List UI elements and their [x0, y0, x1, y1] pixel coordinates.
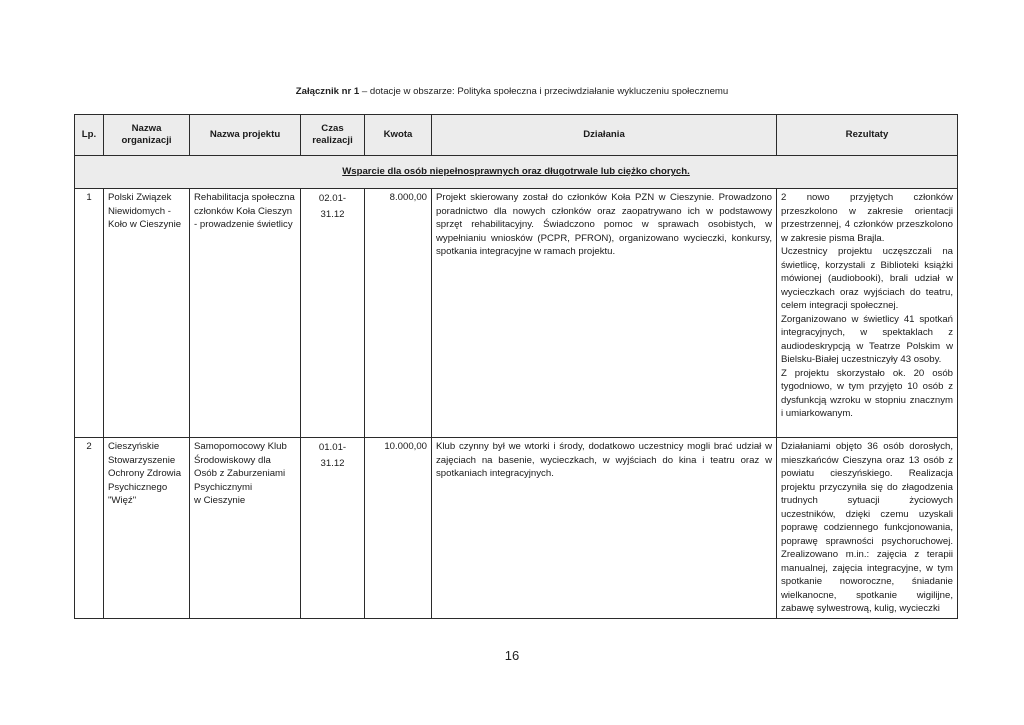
page-number: 16: [504, 648, 520, 663]
realization-time: 01.01- 31.12: [301, 438, 365, 619]
header-results: Rezultaty: [777, 115, 958, 156]
activities: Klub czynny był we wtorki i środy, dodatkowo uczestnicy mogli brać udział w zajęciach na basenie, wycieczkach, w wyjściach do kina i teatru oraz w spotkaniach integracyjnych.: [432, 438, 777, 619]
organization-name: Cieszyńskie Stowarzyszenie Ochrony Zdrowia Psychicznego "Więź": [104, 438, 190, 619]
project-name: Samopomocowy Klub Środowiskowy dla Osób z Zaburzeniami Psychicznymi w Cieszynie: [190, 438, 301, 619]
realization-time: 02.01- 31.12: [301, 189, 365, 438]
table-header-row: [75, 115, 958, 156]
grants-table: [74, 114, 958, 619]
table-row: [75, 189, 958, 438]
results: 2 nowo przyjętych członków przeszkolono w zakresie orientacji przestrzennej, 4 członków przeszkolono w zakresie pisma Brajla. Uczestnicy projektu uczęszczali na świetlicę, korzystali z Biblioteki książki mówionej (audiobooki), brali udział w wycieczkach oraz wyjściach do teatru, celem integracji społecznej. Zorganizowano w świetlicy 41 spotkań integracyjnych, w spektaklach z audiodeskrypcją w Teatrze Polskim w Bielsku-Białej uczestniczyły 43 osoby. Z projektu skorzystało ok. 20 osób tygodniowo, w tym przyjęto 10 osób z dysfunkcją wzroku w stopniu znacznym i umiarkowanym.: [777, 189, 958, 438]
header-time: Czas realizacji: [301, 115, 365, 156]
title-text: – dotacje w obszarze: Polityka społeczna i przeciwdziałanie wykluczeniu społecznemu: [359, 86, 729, 97]
amount: 8.000,00: [365, 189, 432, 438]
organization-name: Polski Związek Niewidomych - Koło w Cieszynie: [104, 189, 190, 438]
row-number: 1: [75, 189, 104, 438]
header-project: Nazwa projektu: [190, 115, 301, 156]
header-lp: Lp.: [75, 115, 104, 156]
title-label: Załącznik nr 1: [295, 86, 360, 97]
header-amount: Kwota: [365, 115, 432, 156]
row-number: 2: [75, 438, 104, 619]
project-name: Rehabilitacja społeczna członków Koła Cieszyn - prowadzenie świetlicy: [190, 189, 301, 438]
header-organization: Nazwa organizacji: [104, 115, 190, 156]
table-row: [75, 438, 958, 619]
document-title: [0, 86, 1024, 97]
amount: 10.000,00: [365, 438, 432, 619]
activities: Projekt skierowany został do członków Koła PZN w Cieszynie. Prowadzono poradnictwo dla nowych członków oraz zaopatrywano ich w podstawowy sprzęt rehabilitacyjny. Świadczono pomoc w sprawach osobistych, w wypełnianiu wniosków (PCPR, PFRON), organizowano wycieczki, konkursy, spotkania integracyjne w ramach projektu.: [432, 189, 777, 438]
section-title: Wsparcie dla osób niepełnosprawnych oraz długotrwale lub ciężko chorych.: [75, 156, 958, 189]
header-activities: Działania: [432, 115, 777, 156]
results: Działaniami objęto 36 osób dorosłych, mieszkańców Cieszyna oraz 13 osób z powiatu cieszyńskiego. Realizacja projektu przyczyniła się do złagodzenia trudnych sytuacji życiowych uczestników, dzięki czemu uzyskali poprawę codziennego funkcjonowania, poprawę sprawności psychoruchowej. Zrealizowano m.in.: zajęcia z terapii manualnej, zajęcia integracyjne, w tym spotkanie noworoczne, śniadanie wielkanocne, spotkanie wigilijne, zabawę sylwestrową, kulig, wycieczki: [777, 438, 958, 619]
section-row: [75, 156, 958, 189]
